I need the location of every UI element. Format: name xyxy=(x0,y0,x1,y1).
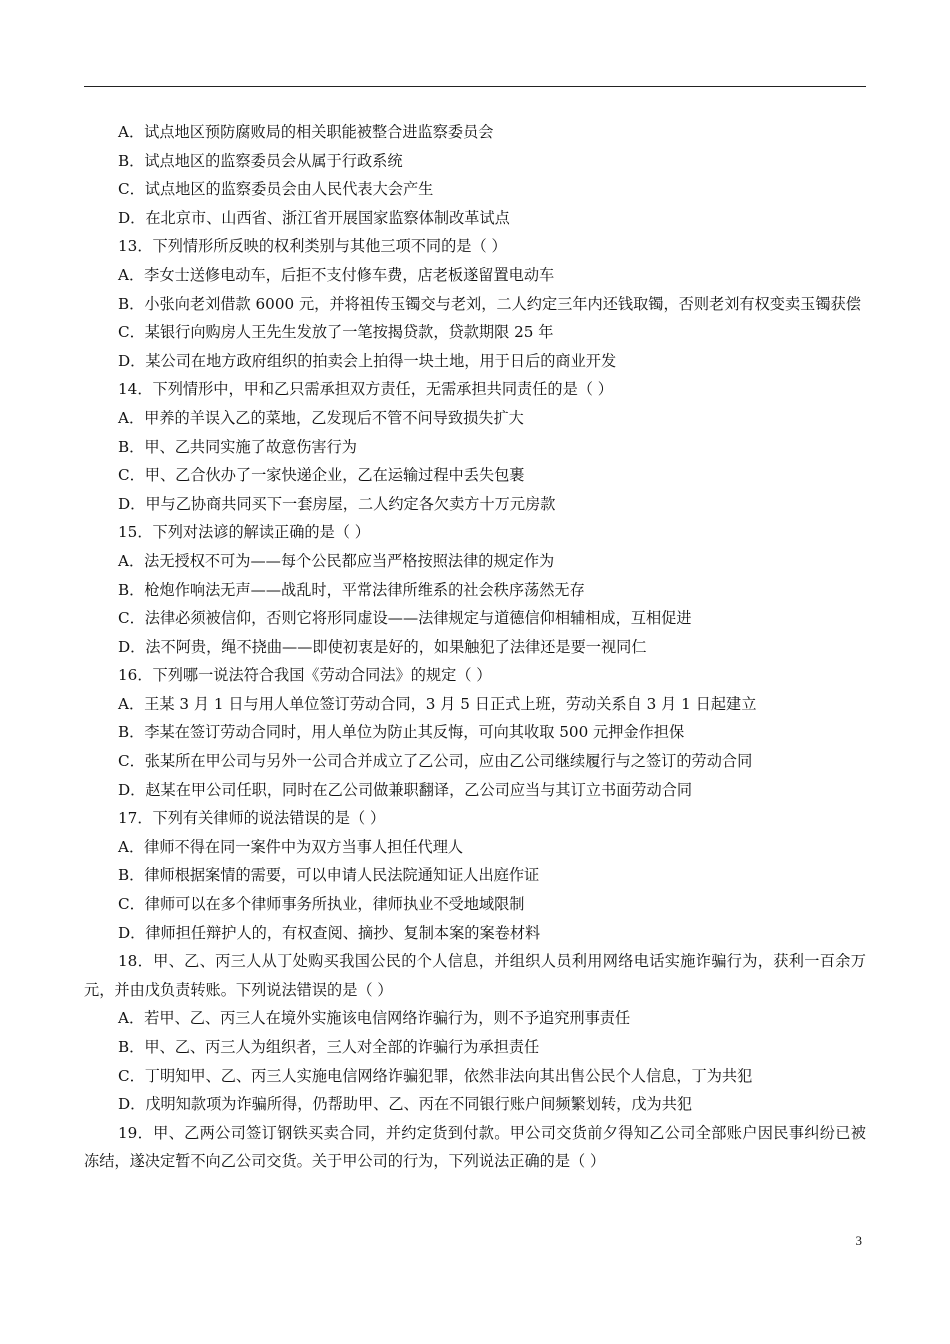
text-line: D．某公司在地方政府组织的拍卖会上拍得一块土地，用于日后的商业开发 xyxy=(118,351,617,370)
text-line: B．甲、乙、丙三人为组织者，三人对全部的诈骗行为承担责任 xyxy=(118,1038,540,1056)
text-line: C．法律必须被信仰，否则它将形同虚设——法律规定与道德信仰相辅相成，互相促进 xyxy=(118,609,692,628)
page-content xyxy=(84,118,866,1176)
text-line: C．律师可以在多个律师事务所执业，律师执业不受地域限制 xyxy=(118,895,525,914)
text-line: A．律师不得在同一案件中为双方当事人担任代理人 xyxy=(118,837,464,856)
text-line: A．试点地区预防腐败局的相关职能被整合进监察委员会 xyxy=(118,123,494,141)
text-line: A．李女士送修电动车，后拒不支付修车费，店老板遂留置电动车 xyxy=(118,265,555,284)
text-line: D．赵某在甲公司任职，同时在乙公司做兼职翻译，乙公司应当与其订立书面劳动合同 xyxy=(118,780,693,799)
text-line: C．丁明知甲、乙、丙三人实施电信网络诈骗犯罪，依然非法向其出售公民个人信息，丁为共犯 xyxy=(118,1066,753,1085)
question-paragraph: B．小张向老刘借款 6000 元，并将祖传玉镯交与老刘，二人约定三年内还钱取镯，否则老刘有权变卖玉镯获偿 xyxy=(118,294,861,313)
text-line: 14．下列情形中，甲和乙只需承担双方责任，无需承担共同责任的是（ ） xyxy=(118,380,613,399)
text-line: C．甲、乙合伙办了一家快递企业，乙在运输过程中丢失包裹 xyxy=(118,466,525,485)
text-line: 16．下列哪一说法符合我国《劳动合同法》的规定（ ） xyxy=(118,666,492,685)
text-line: A．王某 3 月 1 日与用人单位签订劳动合同，3 月 5 日正式上班，劳动关系自 3 月 1 日起建立 xyxy=(118,694,757,713)
page-number: 3 xyxy=(855,1233,862,1248)
text-line: B．李某在签订劳动合同时，用人单位为防止其反悔，可向其收取 500 元押金作担保 xyxy=(118,723,685,742)
text-line: D．在北京市、山西省、浙江省开展国家监察体制改革试点 xyxy=(118,208,510,227)
text-line: C．某银行向购房人王先生发放了一笔按揭贷款，贷款期限 25 年 xyxy=(118,323,554,342)
text-line: D．律师担任辩护人的，有权查阅、摘抄、复制本案的案卷材料 xyxy=(118,923,541,942)
question-paragraph: 19．甲、乙两公司签订钢铁买卖合同，并约定货到付款。甲公司交货前夕得知乙公司全部账户因民事纠纷已被冻结，遂决定暂不向乙公司交货。关于甲公司的行为，下列说法正确的是（ ） xyxy=(84,1123,866,1171)
text-line: B．枪炮作响法无声——战乱时，平常法律所维系的社会秩序荡然无存 xyxy=(118,580,585,599)
header-rule xyxy=(84,86,866,87)
text-line: 17．下列有关律师的说法错误的是（ ） xyxy=(118,809,386,828)
text-line: D．戊明知款项为诈骗所得，仍帮助甲、乙、丙在不同银行账户间频繁划转，戊为共犯 xyxy=(118,1095,693,1114)
question-paragraph: 18．甲、乙、丙三人从丁处购买我国公民的个人信息，并组织人员利用网络电话实施诈骗行为，获利一百余万元，并由戊负责转账。下列说法错误的是（ ） xyxy=(84,952,866,999)
text-line: 13．下列情形所反映的权利类别与其他三项不同的是（ ） xyxy=(118,237,507,256)
text-line: A．法无授权不可为——每个公民都应当严格按照法律的规定作为 xyxy=(118,551,555,570)
text-line: B．律师根据案情的需要，可以申请人民法院通知证人出庭作证 xyxy=(118,866,540,885)
text-line: A．甲养的羊误入乙的菜地，乙发现后不管不问导致损失扩大 xyxy=(118,408,524,427)
text-line: 15．下列对法谚的解读正确的是（ ） xyxy=(118,523,370,542)
text-line: B．甲、乙共同实施了故意伤害行为 xyxy=(118,437,357,456)
text-line: C．试点地区的监察委员会由人民代表大会产生 xyxy=(118,180,434,199)
text-line: A．若甲、乙、丙三人在境外实施该电信网络诈骗行为，则不予追究刑事责任 xyxy=(118,1009,631,1028)
text-line: D．法不阿贵，绳不挠曲——即使初衷是好的，如果触犯了法律还是要一视同仁 xyxy=(118,637,647,656)
text-line: D．甲与乙协商共同买下一套房屋，二人约定各欠卖方十万元房款 xyxy=(118,494,556,513)
text-line: C．张某所在甲公司与另外一公司合并成立了乙公司，应由乙公司继续履行与之签订的劳动合同 xyxy=(118,752,753,771)
text-line: B．试点地区的监察委员会从属于行政系统 xyxy=(118,151,403,170)
